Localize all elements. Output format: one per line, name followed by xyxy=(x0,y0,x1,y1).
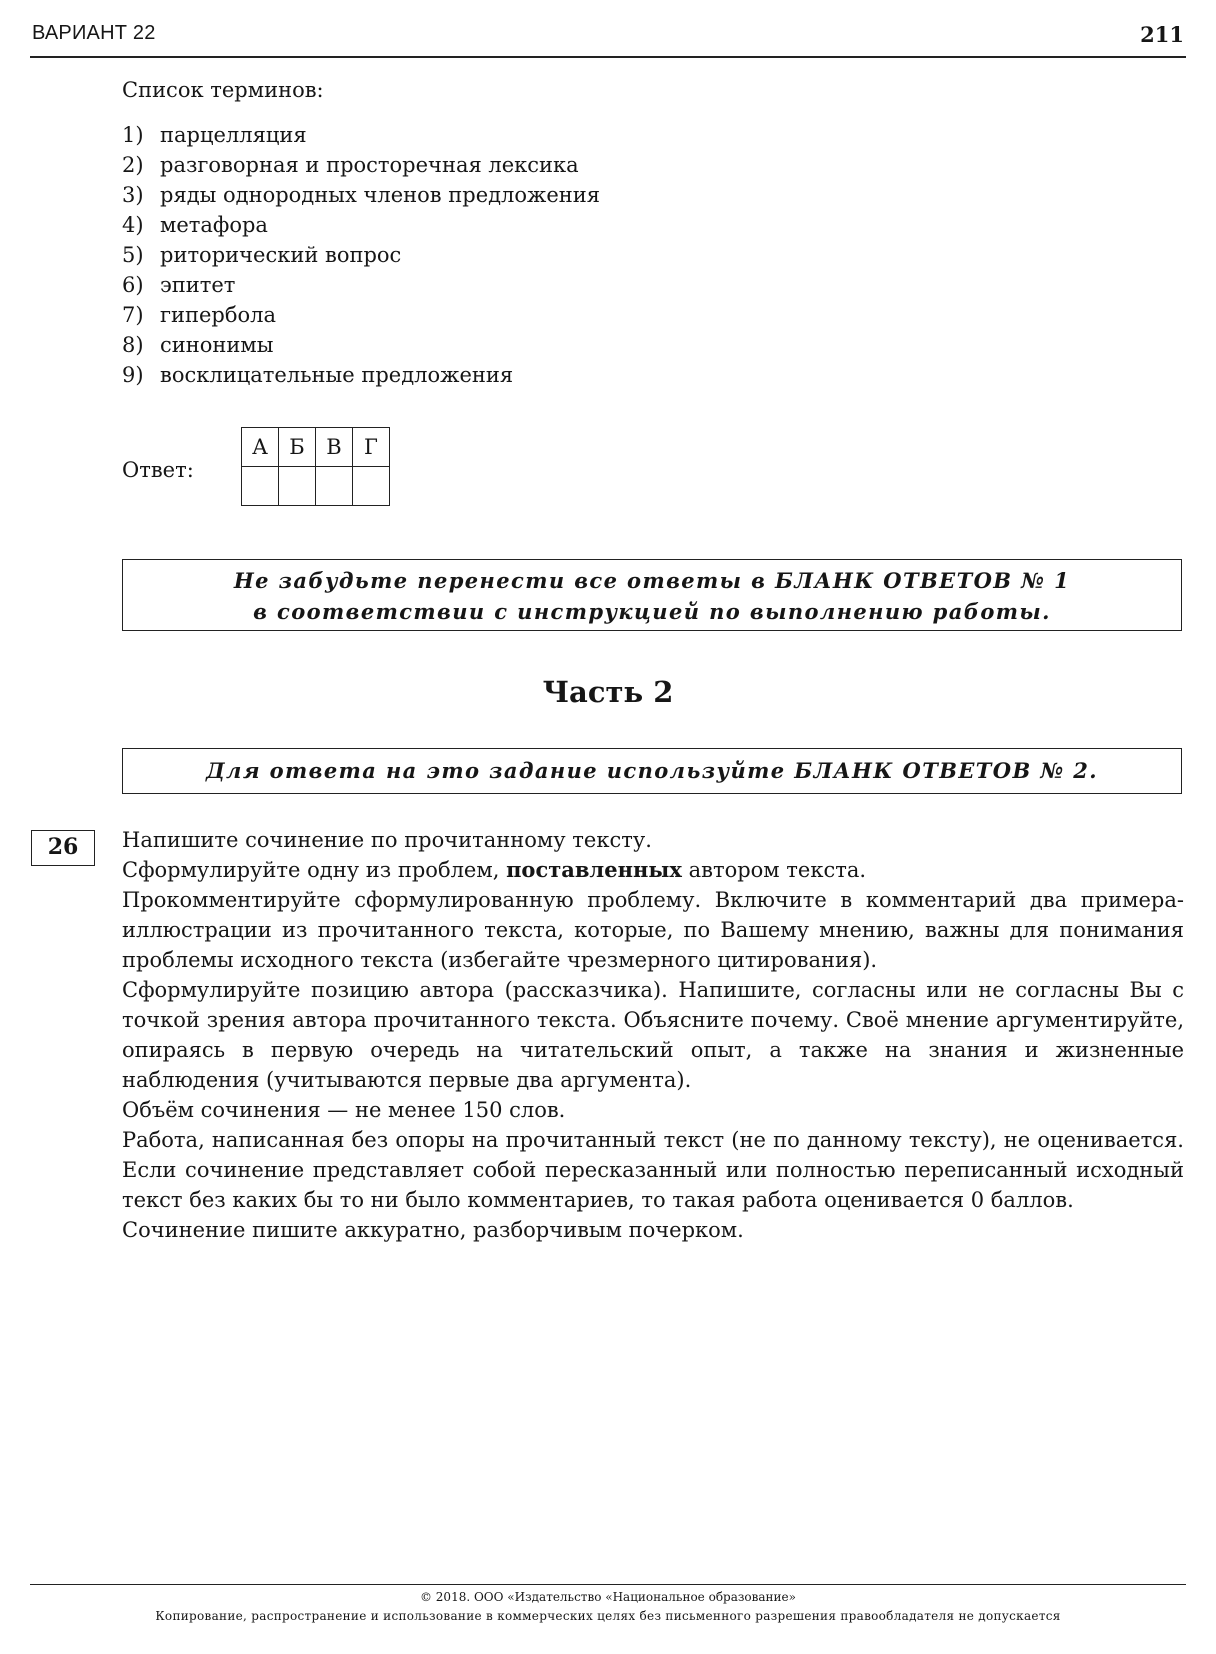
footer-copyright: © 2018. ООО «Издательство «Национальное образование» xyxy=(419,1590,796,1604)
task-paragraph: Напишите сочинение по прочитанному тексту. xyxy=(122,828,652,852)
term-text: гипербола xyxy=(160,303,277,327)
list-item xyxy=(122,330,600,360)
task-number-badge: 26 xyxy=(31,830,95,866)
terms-title: Список терминов: xyxy=(122,78,324,102)
term-text: метафора xyxy=(160,213,268,237)
list-item xyxy=(122,240,600,270)
notice-line-2: в соответствии с инструкцией по выполнению работы. xyxy=(253,599,1051,624)
term-number: 3) xyxy=(122,183,144,207)
task-text-fragment: автором текста. xyxy=(688,858,867,882)
list-item xyxy=(122,270,600,300)
term-text: риторический вопрос xyxy=(160,243,402,267)
terms-list xyxy=(122,120,600,390)
answer-cell-g[interactable] xyxy=(353,467,390,506)
answer-cell-b[interactable] xyxy=(279,467,316,506)
task-paragraph: Сформулируйте позицию автора (рассказчика). Напишите, согласны или не согласны Вы с точкой зрения автора прочитанного текста. Объясните почему. Своё мнение аргументируйте, опираясь в первую очередь на читательский опыт, а также на знания и жизненные наблюдения (учитываются первые два аргумента). xyxy=(122,978,1184,1092)
answer-column-v: В xyxy=(316,428,353,467)
list-item xyxy=(122,180,600,210)
term-text: ряды однородных членов предложения xyxy=(160,183,601,207)
task-paragraph: Сочинение пишите аккуратно, разборчивым почерком. xyxy=(122,1218,744,1242)
term-number: 9) xyxy=(122,363,144,387)
footer-divider xyxy=(30,1584,1186,1585)
list-item xyxy=(122,210,600,240)
part-title: Часть 2 xyxy=(542,675,674,709)
task-text-bold-fragment: поставленных xyxy=(506,857,682,882)
term-number: 8) xyxy=(122,333,144,357)
answer-input-row xyxy=(242,467,390,506)
task-paragraph: Объём сочинения — не менее 150 слов. xyxy=(122,1098,566,1122)
answer-table xyxy=(241,427,390,506)
answer-column-b: Б xyxy=(279,428,316,467)
task-paragraph: Прокомментируйте сформулированную проблему. Включите в комментарий два примера-иллюстрации из прочитанного текста, которые, по Вашему мнению, важны для понимания проблемы исходного текста (избегайте чрезмерного цитирования). xyxy=(122,888,1184,972)
term-text: парцелляция xyxy=(160,123,307,147)
term-number: 5) xyxy=(122,243,144,267)
task-paragraph xyxy=(122,855,1184,885)
variant-title: ВАРИАНТ 22 xyxy=(32,22,156,44)
list-item xyxy=(122,120,600,150)
term-number: 4) xyxy=(122,213,144,237)
list-item xyxy=(122,360,600,390)
notice-line-1: Не забудьте перенести все ответы в БЛАНК ОТВЕТОВ № 1 xyxy=(233,568,1071,593)
term-text: восклицательные предложения xyxy=(160,363,514,387)
list-item xyxy=(122,300,600,330)
page-number: 211 xyxy=(1140,22,1184,47)
footer-notice: Копирование, распространение и использование в коммерческих целях без письменного разрешения правообладателя не допускается xyxy=(155,1609,1061,1623)
list-item xyxy=(122,150,600,180)
task-text xyxy=(122,825,1184,1245)
term-text: синонимы xyxy=(160,333,274,357)
term-number: 6) xyxy=(122,273,144,297)
task-text-fragment: Сформулируйте одну из проблем, xyxy=(122,858,500,882)
answer-header-row xyxy=(242,428,390,467)
term-text: разговорная и просторечная лексика xyxy=(160,153,579,177)
answer-label: Ответ: xyxy=(122,458,194,482)
term-text: эпитет xyxy=(160,273,236,297)
header-divider xyxy=(30,56,1186,58)
term-number: 7) xyxy=(122,303,144,327)
answer-cell-v[interactable] xyxy=(316,467,353,506)
answer-cell-a[interactable] xyxy=(242,467,279,506)
answer-column-g: Г xyxy=(353,428,390,467)
term-number: 2) xyxy=(122,153,144,177)
answer-column-a: А xyxy=(242,428,279,467)
task-paragraph: Работа, написанная без опоры на прочитанный текст (не по данному тексту), не оценивается. Если сочинение представляет собой пересказанный или полностью переписанный исходный текст без каких бы то ни было комментариев, то такая работа оценивается 0 баллов. xyxy=(122,1128,1184,1212)
transfer-answers-notice xyxy=(122,559,1182,631)
term-number: 1) xyxy=(122,123,144,147)
answer-sheet-2-notice: Для ответа на это задание используйте БЛАНК ОТВЕТОВ № 2. xyxy=(122,748,1182,794)
